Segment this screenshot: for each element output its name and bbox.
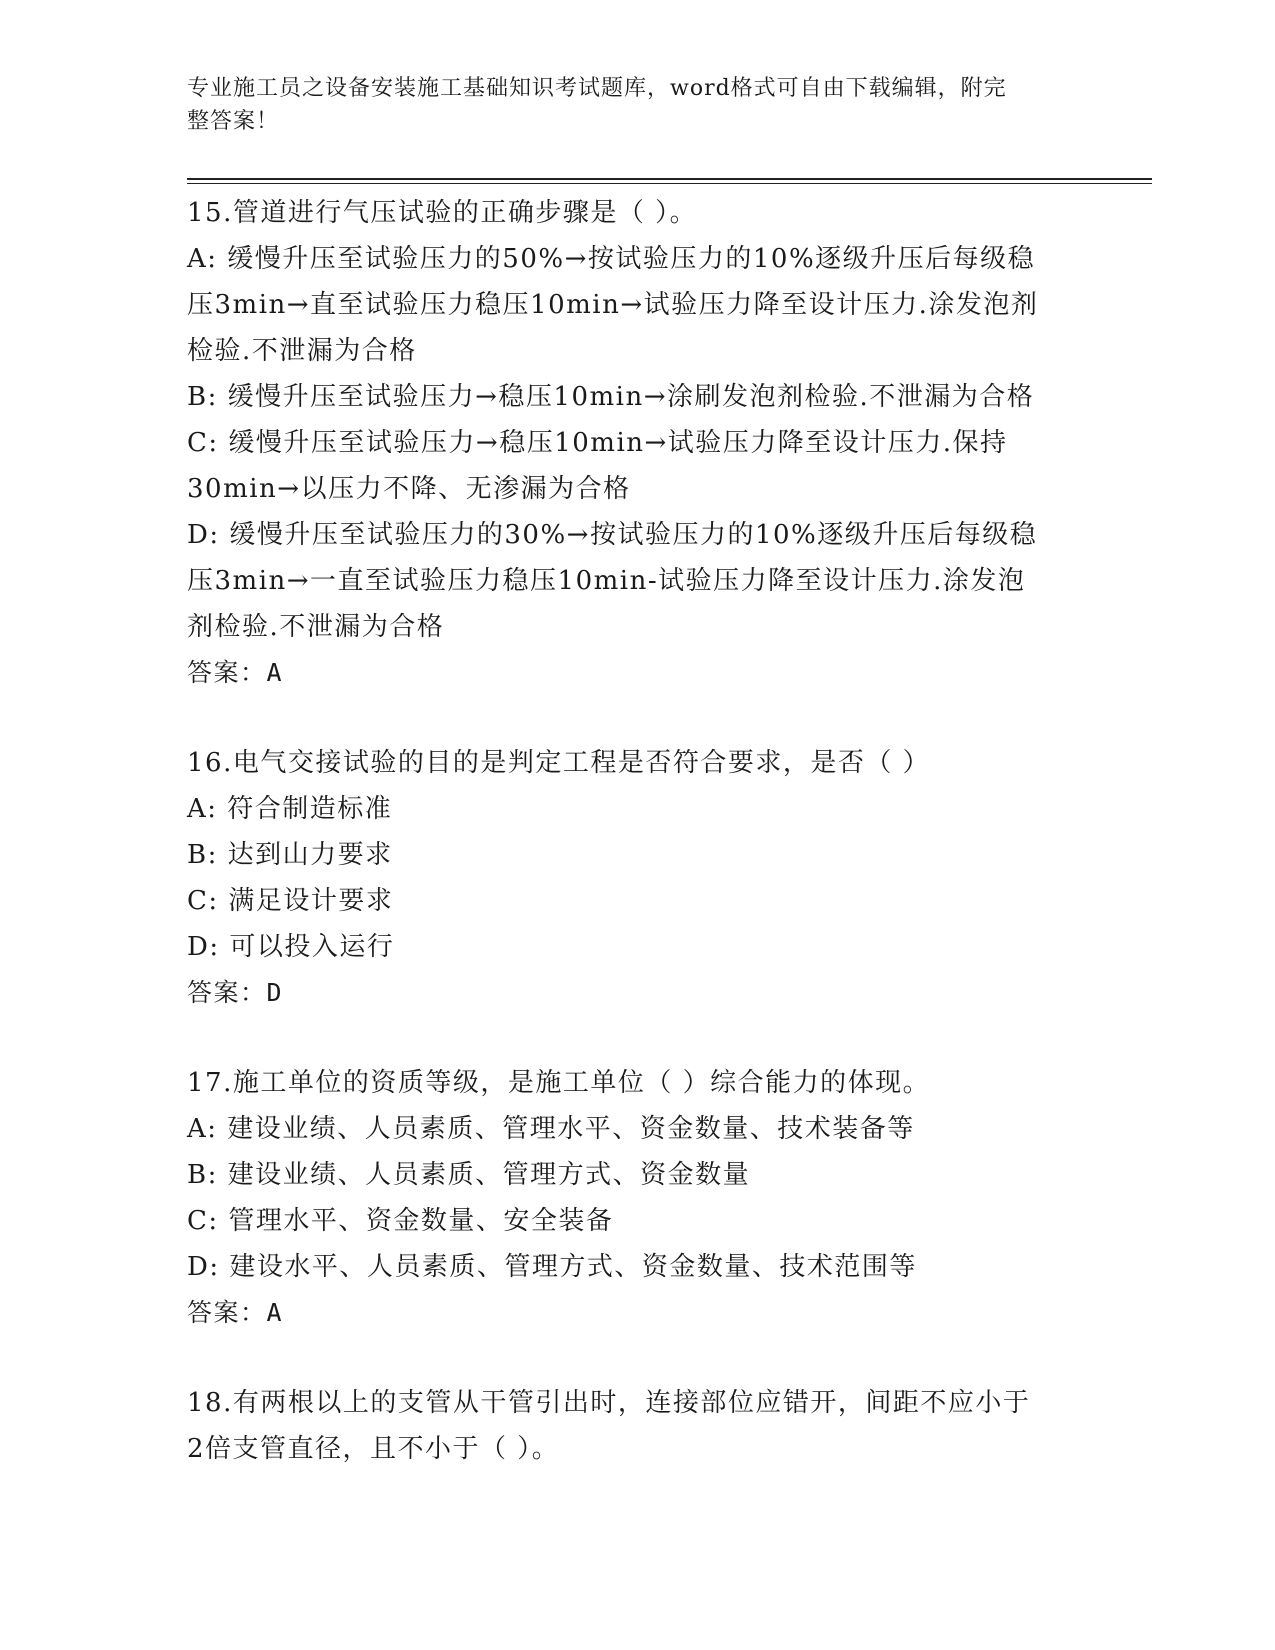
answer-option: B: 缓慢升压至试验压力→稳压10min→涂刷发泡剂检验.不泄漏为合格 xyxy=(187,382,1035,412)
header-line-2: 整答案！ xyxy=(187,109,280,134)
answer-option: A: 缓慢升压至试验压力的50%→按试验压力的10%逐级升压后每级稳 xyxy=(187,244,1036,274)
question-stem: 15.管道进行气压试验的正确步骤是（ ）。 xyxy=(187,198,698,228)
answer-option: C: 满足设计要求 xyxy=(187,886,394,916)
header-divider-thin xyxy=(187,183,1152,184)
answer-key: 答案：A xyxy=(187,1298,284,1327)
answer-option: C: 管理水平、资金数量、安全装备 xyxy=(187,1206,614,1236)
answer-option: 剂检验.不泄漏为合格 xyxy=(187,612,445,642)
answer-option: A: 符合制造标准 xyxy=(187,794,393,824)
header-divider-thick xyxy=(187,178,1152,180)
question-block xyxy=(187,190,1087,696)
question-stem: 18.有两根以上的支管从干管引出时，连接部位应错开，间距不应小于 xyxy=(187,1388,1031,1418)
answer-key: 答案：D xyxy=(187,978,284,1007)
answer-key: 答案：A xyxy=(187,658,284,687)
answer-option: A: 建设业绩、人员素质、管理水平、资金数量、技术装备等 xyxy=(187,1114,915,1144)
question-block xyxy=(187,740,1087,1016)
answer-option: 30min→以压力不降、无渗漏为合格 xyxy=(187,474,631,504)
answer-option: D: 建设水平、人员素质、管理方式、资金数量、技术范围等 xyxy=(187,1252,917,1282)
question-stem: 2倍支管直径，且不小于（ ）。 xyxy=(187,1434,560,1464)
answer-option: B: 建设业绩、人员素质、管理方式、资金数量 xyxy=(187,1160,751,1190)
question-block xyxy=(187,1060,1087,1336)
question-stem: 17.施工单位的资质等级，是施工单位（ ）综合能力的体现。 xyxy=(187,1068,931,1098)
answer-option: B: 达到山力要求 xyxy=(187,840,393,870)
question-block xyxy=(187,1380,1087,1472)
header-line-1: 专业施工员之设备安装施工基础知识考试题库，word格式可自由下载编辑，附完 xyxy=(187,76,1007,101)
answer-option: 压3min→一直至试验压力稳压10min-试验压力降至设计压力.涂发泡 xyxy=(187,566,1026,596)
answer-option: D: 可以投入运行 xyxy=(187,932,395,962)
answer-option: 检验.不泄漏为合格 xyxy=(187,336,417,366)
document-header xyxy=(187,72,1067,138)
answer-option: C: 缓慢升压至试验压力→稳压10min→试验压力降至设计压力.保持 xyxy=(187,428,1008,458)
answer-option: 压3min→直至试验压力稳压10min→试验压力降至设计压力.涂发泡剂 xyxy=(187,290,1039,320)
answer-option: D: 缓慢升压至试验压力的30%→按试验压力的10%逐级升压后每级稳 xyxy=(187,520,1038,550)
question-stem: 16.电气交接试验的目的是判定工程是否符合要求，是否（ ） xyxy=(187,748,931,778)
question-list xyxy=(187,190,1087,1516)
